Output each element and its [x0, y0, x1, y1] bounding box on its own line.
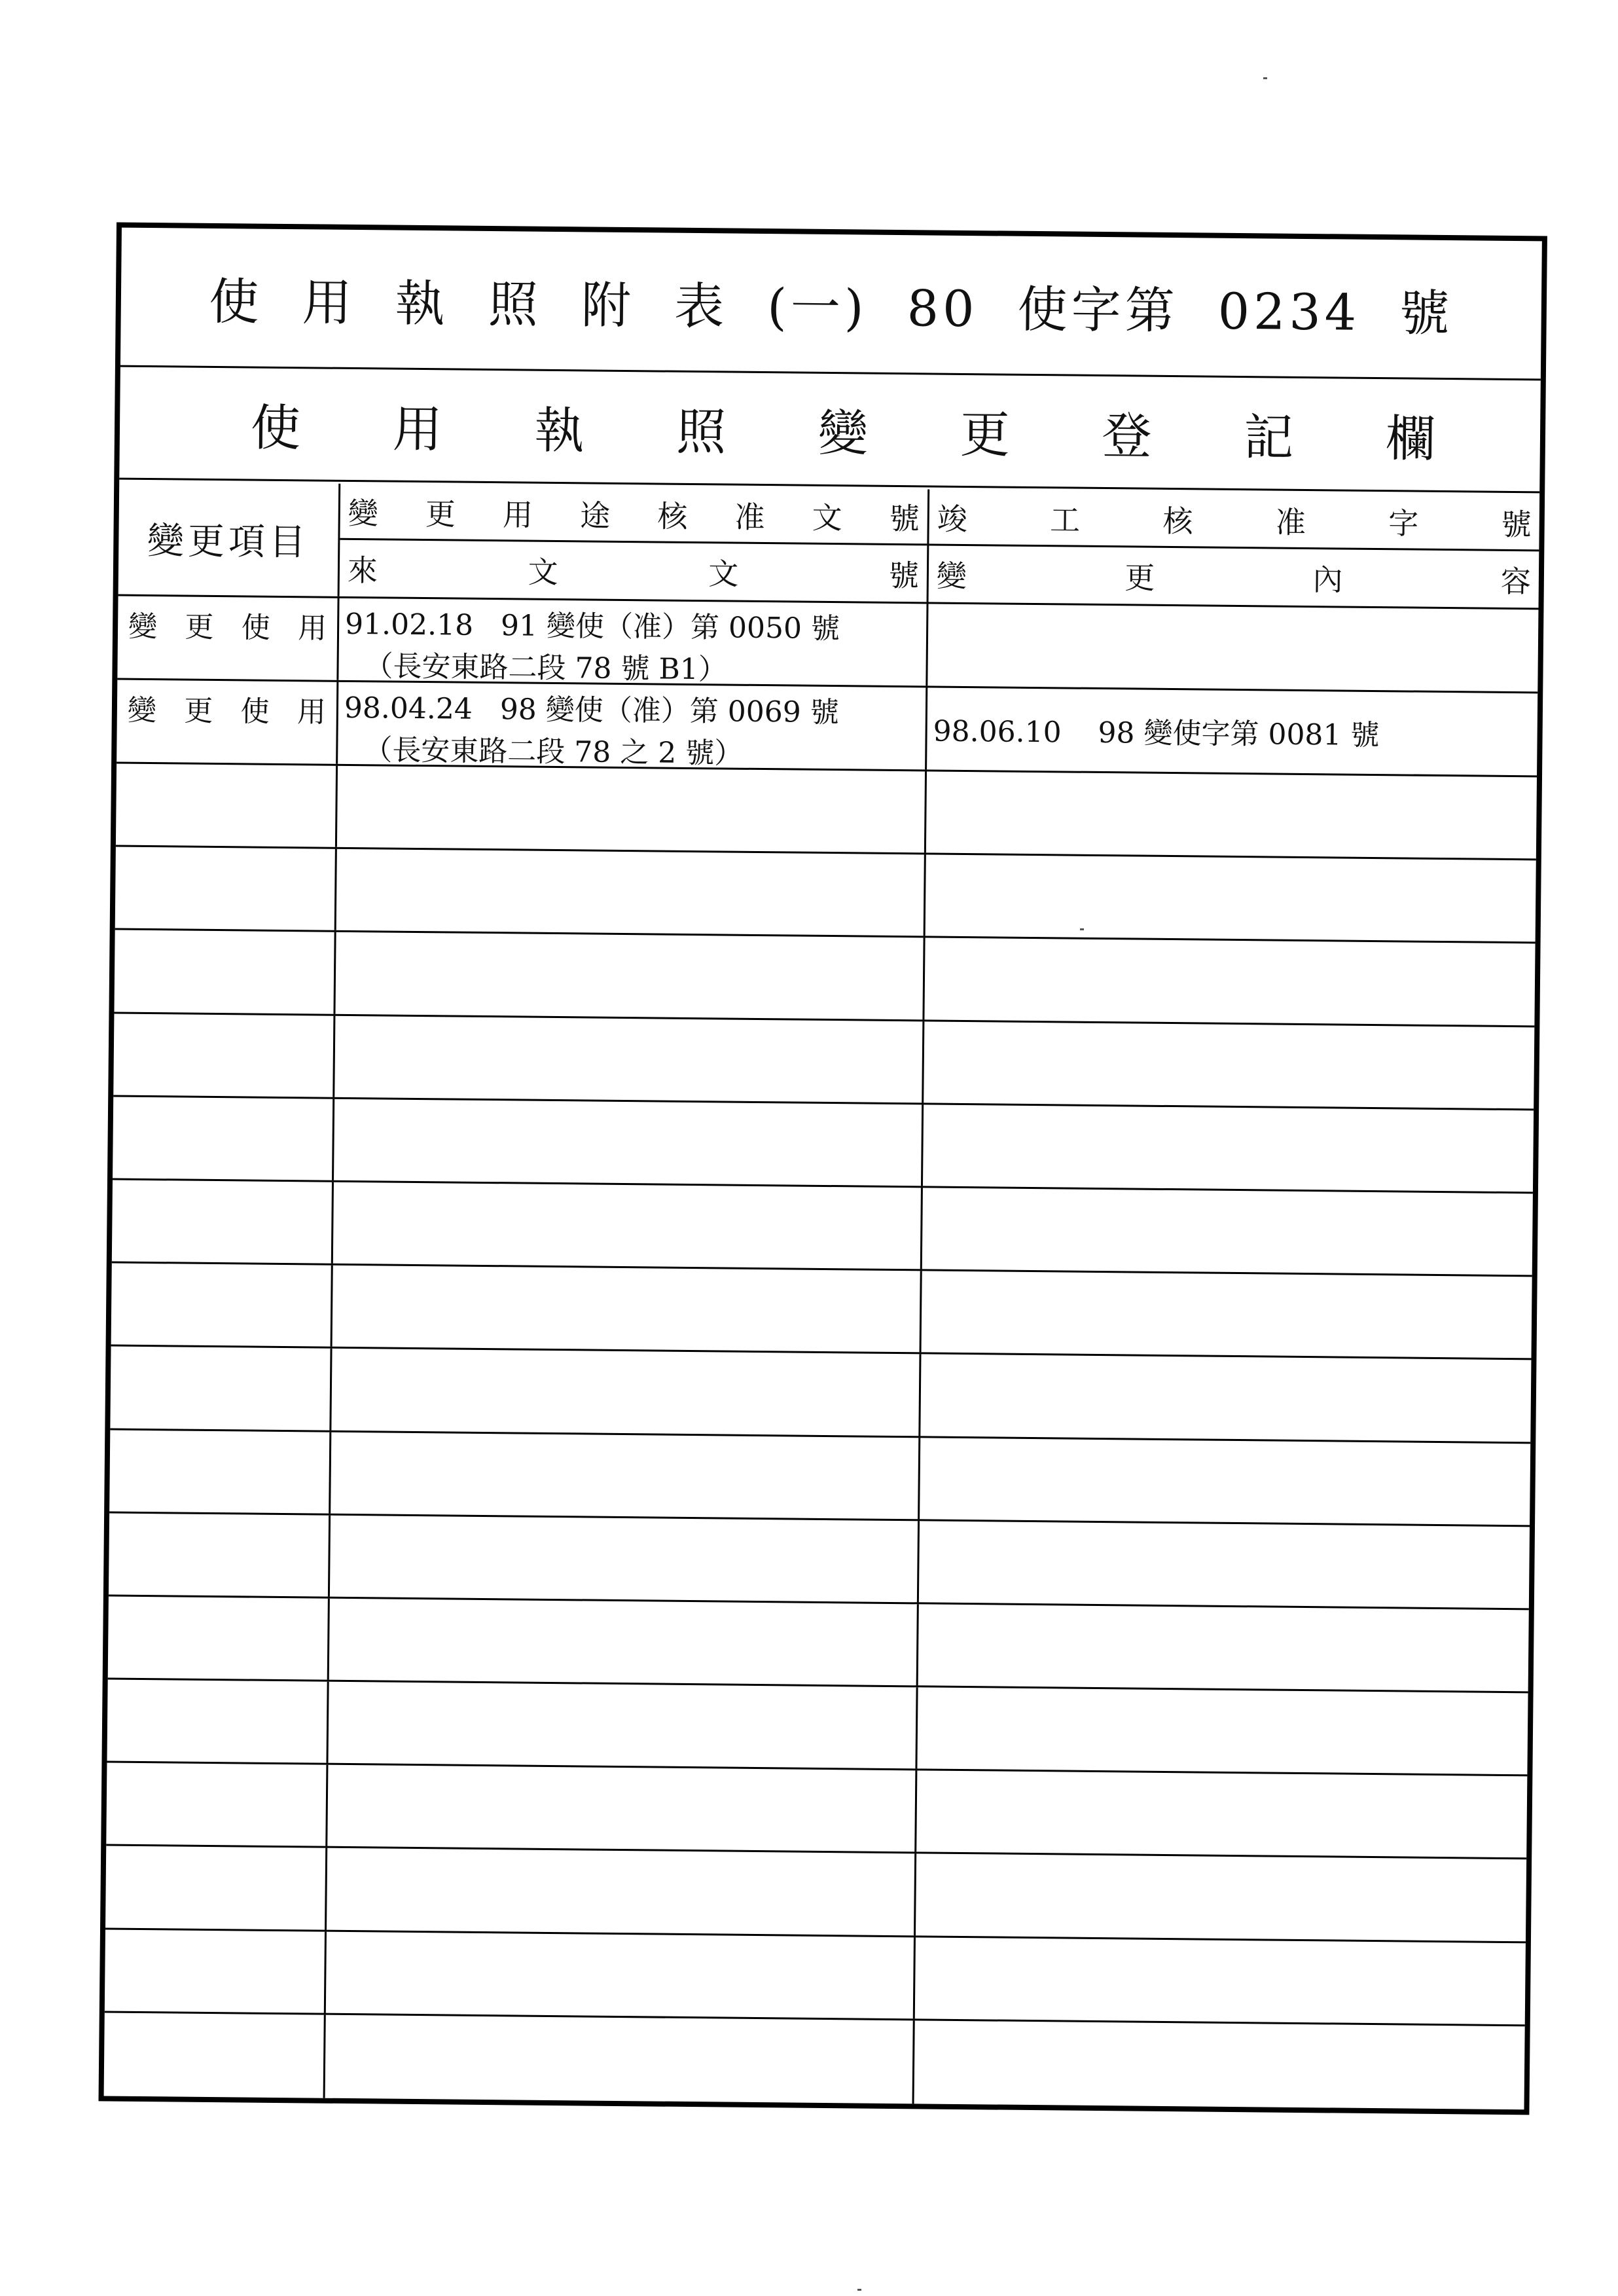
table-row	[110, 1347, 1531, 1444]
header-content-char: 更	[1124, 560, 1155, 596]
header-approval-doc	[340, 484, 927, 546]
header-incoming-char: 號	[888, 557, 920, 594]
change-item-char: 使	[241, 611, 271, 645]
header-content-char: 內	[1312, 562, 1343, 598]
cell-change-item	[118, 603, 338, 647]
row-divider-1	[329, 1349, 332, 1430]
change-item-char: 變	[127, 693, 157, 728]
header-approval-char: 變	[348, 495, 379, 531]
header-incoming-doc	[340, 540, 927, 602]
header-content-char: 變	[936, 558, 967, 594]
table-row	[109, 1430, 1530, 1527]
row-divider-2	[926, 604, 928, 685]
header-approval-char: 核	[657, 498, 688, 534]
row-divider-1	[333, 1015, 335, 1097]
header-completion-char: 准	[1275, 504, 1306, 540]
row-divider-2	[916, 1604, 919, 1685]
row-divider-2	[915, 1687, 918, 1768]
row-divider-1	[331, 1182, 334, 1264]
header-completion-char: 核	[1162, 503, 1193, 539]
header-approval-char: 號	[889, 500, 920, 536]
form-subtitle-row	[119, 367, 1541, 494]
header-completion-approval	[929, 489, 1539, 551]
table-row	[113, 1097, 1534, 1194]
subtitle-char: 更	[960, 405, 1011, 464]
table-row	[112, 1180, 1533, 1277]
row-divider-2	[920, 1188, 923, 1269]
change-item-char: 使	[240, 695, 270, 729]
table-header	[118, 482, 1540, 610]
row-divider-1	[334, 849, 337, 930]
row-divider-1	[331, 1266, 333, 1347]
table-row	[117, 680, 1537, 778]
header-approval-char: 途	[579, 497, 611, 534]
approval-doc-number: 98.04.24 98 變使（准）第 0069 號	[344, 691, 839, 730]
header-incoming-char: 來	[347, 552, 378, 589]
table-row	[105, 1846, 1526, 1943]
header-completion-char: 號	[1501, 506, 1532, 542]
subtitle-char: 變	[818, 403, 869, 463]
row-divider-2	[912, 2020, 915, 2104]
row-divider-1	[335, 766, 338, 847]
form-title-row	[120, 228, 1542, 381]
table-row	[114, 930, 1535, 1027]
scan-speck	[857, 2289, 861, 2291]
header-approval-char: 更	[425, 496, 456, 532]
row-divider-1	[327, 1599, 330, 1680]
header-approval-char: 准	[734, 499, 765, 535]
approval-doc-number: 91.02.18 91 變使（准）第 0050 號	[344, 607, 840, 646]
approval-address: （長安東路二段 78 之 2 號）	[363, 733, 744, 771]
row-divider-2	[914, 1854, 916, 1935]
subtitle-char: 使	[250, 398, 301, 458]
header-completion-char: 字	[1388, 505, 1419, 541]
row-divider-2	[924, 771, 927, 852]
header-content-char: 容	[1500, 563, 1532, 600]
row-divider-1	[332, 1099, 334, 1180]
row-divider-2	[920, 1271, 922, 1352]
cell-completion-approval: 98.06.10 98 變使字第 0081 號	[933, 714, 1380, 753]
row-divider-1	[329, 1432, 331, 1513]
header-incoming-char: 文	[528, 554, 558, 591]
table-row	[116, 764, 1537, 861]
row-divider-1	[323, 2014, 326, 2098]
row-divider-1	[324, 1931, 327, 2013]
subtitle-char: 記	[1243, 408, 1294, 467]
table-row	[104, 2013, 1525, 2109]
row-divider-2	[918, 1355, 921, 1436]
table-row	[108, 1596, 1529, 1693]
scan-speck	[1263, 77, 1267, 79]
change-item-char: 用	[297, 611, 327, 646]
cell-change-item	[117, 687, 337, 731]
row-divider-1	[326, 1682, 329, 1763]
row-divider-1	[328, 1515, 331, 1596]
change-item-char: 更	[185, 610, 214, 644]
row-divider-2	[922, 938, 925, 1019]
cell-approval-doc	[344, 687, 920, 776]
header-approval-char: 文	[812, 500, 842, 536]
cell-approval-doc	[344, 604, 921, 693]
table-row	[115, 847, 1536, 944]
usage-permit-appendix-form	[99, 223, 1547, 2115]
header-change-item: 變更項目	[147, 519, 310, 564]
row-divider-2	[924, 855, 926, 936]
row-divider-2	[922, 1021, 924, 1102]
row-divider-2	[913, 1937, 916, 2018]
subtitle-char: 照	[675, 402, 727, 462]
subtitle-char: 用	[392, 399, 443, 459]
scan-speck	[1080, 928, 1084, 930]
form-title: 使 用 執 照 附 表 (一) 80 使字第 0234 號	[208, 272, 1454, 342]
row-divider-2	[918, 1438, 920, 1519]
header-incoming-char: 文	[708, 556, 739, 592]
header-completion-char: 竣	[937, 501, 968, 537]
row-divider-1	[333, 932, 336, 1013]
subtitle-char: 登	[1102, 406, 1152, 465]
table-row	[107, 1680, 1528, 1777]
table-row	[106, 1763, 1527, 1860]
row-divider-2	[917, 1521, 920, 1602]
change-item-char: 用	[297, 695, 327, 729]
subtitle-char: 執	[534, 401, 584, 460]
subtitle-char: 欄	[1385, 409, 1436, 468]
row-divider-1	[325, 1765, 328, 1846]
row-divider-1	[325, 1848, 327, 1929]
header-approval-char: 用	[502, 496, 533, 533]
table-row	[111, 1264, 1532, 1360]
change-item-char: 更	[183, 694, 213, 728]
table-row	[105, 1929, 1526, 2026]
change-item-char: 變	[128, 610, 158, 644]
row-divider-2	[921, 1104, 924, 1186]
row-divider-2	[914, 1771, 917, 1852]
header-change-content	[929, 545, 1539, 608]
row-divider-2	[925, 687, 927, 769]
table-row	[109, 1513, 1530, 1610]
table-row	[117, 596, 1538, 694]
approval-address: （長安東路二段 78 號 B1）	[364, 649, 728, 687]
header-completion-char: 工	[1049, 501, 1081, 538]
table-row	[113, 1013, 1534, 1110]
